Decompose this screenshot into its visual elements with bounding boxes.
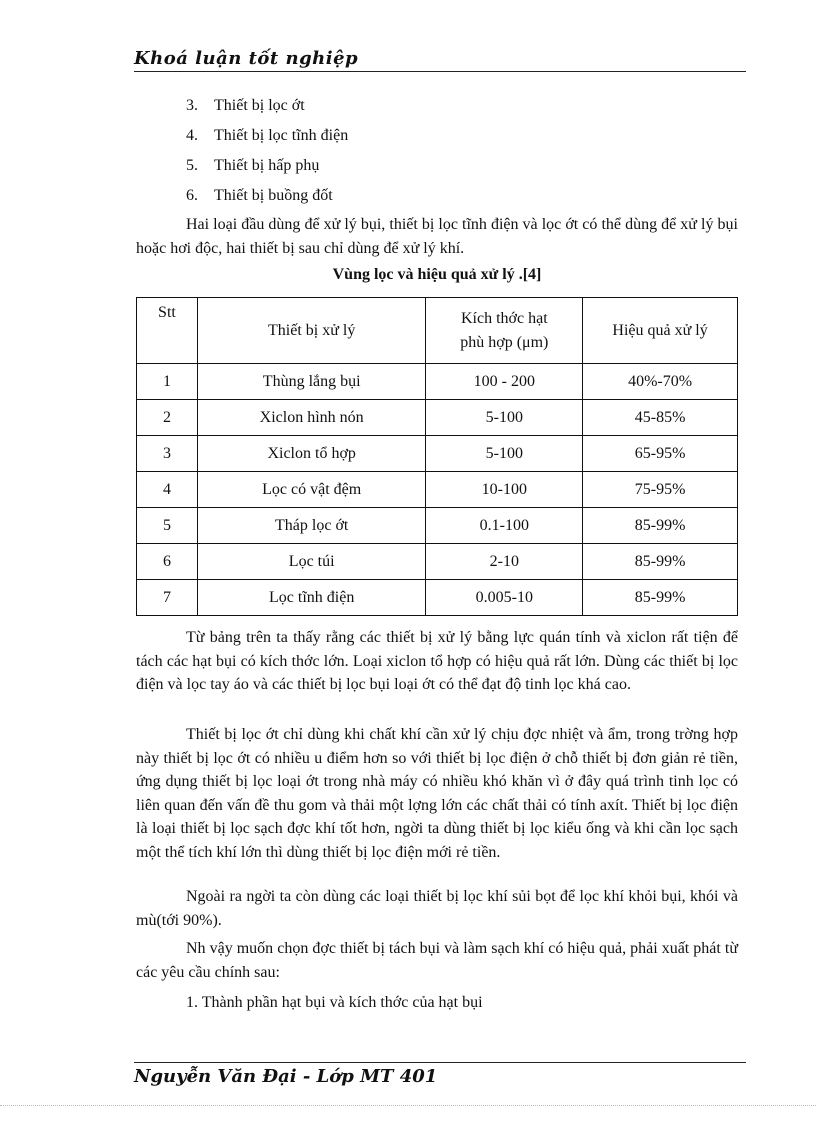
- page-footer-text: Nguyễn Văn Đại - Lớp MT 401: [134, 1066, 438, 1087]
- cell-efficiency: 40%-70%: [583, 364, 738, 400]
- cell-size: 0.005-10: [426, 580, 583, 616]
- footer-rule: [134, 1062, 746, 1063]
- cell-size: 5-100: [426, 436, 583, 472]
- table-row: [137, 472, 738, 508]
- efficiency-table: [136, 297, 738, 616]
- header-size: [426, 298, 583, 364]
- cell-size: 2-10: [426, 544, 583, 580]
- list-item: [186, 126, 348, 146]
- cell-size: 10-100: [426, 472, 583, 508]
- paragraph-selection: Nh vậy muốn chọn đợc thiết bị tách bụi và làm sạch khí có hiệu quả, phải xuất phát từ các yêu cầu chính sau:: [136, 940, 738, 981]
- list-item: [186, 156, 319, 176]
- cell-stt: 2: [137, 400, 198, 436]
- cell-size: 0.1-100: [426, 508, 583, 544]
- table-row: [137, 508, 738, 544]
- header-device: Thiết bị xử lý: [197, 298, 426, 364]
- cell-size: 100 - 200: [426, 364, 583, 400]
- cell-size: 5-100: [426, 400, 583, 436]
- cell-stt: 1: [137, 364, 198, 400]
- list-item: [186, 186, 333, 206]
- cell-device: Lọc túi: [197, 544, 426, 580]
- cell-efficiency: 85-99%: [583, 580, 738, 616]
- list-text: Thiết bị buồng đốt: [214, 187, 333, 204]
- list-text: Thiết bị lọc ớt: [214, 97, 305, 114]
- list-number: 4.: [186, 127, 198, 144]
- cell-efficiency: 65-95%: [583, 436, 738, 472]
- table-caption: Vùng lọc và hiệu quả xử lý .[4]: [332, 266, 542, 283]
- cell-stt: 7: [137, 580, 198, 616]
- header-stt: Stt: [137, 298, 198, 364]
- paragraph-wet-filter: Thiết bị lọc ớt chỉ dùng khi chất khí cần xử lý chịu đợc nhiệt và ẩm, trong trờng hợp này thiết bị lọc ớt có nhiều u điểm hơn so với thiết bị lọc điện ở chỗ thiết bị đơn giản rẻ tiền, ứng dụng thiết bị lọc loại ớt trong nhà máy có nhiều khó khăn vì ở đây quá trình tinh lọc có liên quan đến vấn đề thu gom và thải một lợng lớn các chất thải có tính axít. Thiết bị lọc điện là loại thiết bị lọc sạch đợc khí tốt hơn, ngời ta dùng thiết bị lọc kiểu ống và khi cần lọc sạch một thể tích khí lớn thì dùng thiết bị lọc điện mới rẻ tiền.: [136, 726, 738, 861]
- cell-device: Thùng lắng bụi: [197, 364, 426, 400]
- list-text: Thiết bị lọc tĩnh điện: [214, 127, 349, 144]
- paragraph-table-summary: Từ bảng trên ta thấy rằng các thiết bị xử lý bằng lực quán tính và xiclon rất tiện để tách các hạt bụi có kích thớc lớn. Loại xiclon tổ hợp có hiệu quả rất lớn. Dùng các thiết bị lọc điện và lọc tay áo và các thiết bị lọc bụi loại ớt có thể đạt độ tinh lọc khá cao.: [136, 629, 738, 693]
- paragraph-bubble-filter: Ngoài ra ngời ta còn dùng các loại thiết bị lọc khí sủi bọt để lọc khí khỏi bụi, khói và mù(tới 90%).: [136, 888, 738, 929]
- list-item: 1. Thành phần hạt bụi và kích thớc của hạt bụi: [186, 994, 483, 1011]
- cell-efficiency: 85-99%: [583, 544, 738, 580]
- list-number: 6.: [186, 187, 198, 204]
- header-efficiency: Hiệu quả xử lý: [583, 298, 738, 364]
- header-rule: [134, 71, 746, 72]
- table-row: [137, 400, 738, 436]
- cell-device: Lọc có vật đệm: [197, 472, 426, 508]
- page-edge-divider: [0, 1105, 816, 1106]
- table-row: [137, 544, 738, 580]
- cell-stt: 4: [137, 472, 198, 508]
- list-number: 3.: [186, 97, 198, 114]
- table-row: [137, 364, 738, 400]
- cell-efficiency: 45-85%: [583, 400, 738, 436]
- cell-efficiency: 85-99%: [583, 508, 738, 544]
- list-item: [186, 96, 305, 116]
- cell-device: Lọc tĩnh điện: [197, 580, 426, 616]
- list-text: Thiết bị hấp phụ: [214, 157, 320, 174]
- table-header-row: [137, 298, 738, 364]
- cell-stt: 3: [137, 436, 198, 472]
- header-size-line1: Kích thớc hạt: [460, 309, 548, 327]
- header-size-line2: phù hợp (μm): [460, 333, 549, 351]
- paragraph-intro: Hai loại đầu dùng để xử lý bụi, thiết bị lọc tĩnh điện và lọc ớt có thể dùng để xử lý bụi hoặc hơi độc, hai thiết bị sau chỉ dùng để xử lý khí.: [136, 216, 738, 257]
- page-header-title: Khoá luận tốt nghiệp: [134, 48, 359, 69]
- list-number: 5.: [186, 157, 198, 174]
- cell-stt: 6: [137, 544, 198, 580]
- table-row: [137, 580, 738, 616]
- cell-device: Tháp lọc ớt: [197, 508, 426, 544]
- cell-device: Xiclon hình nón: [197, 400, 426, 436]
- cell-stt: 5: [137, 508, 198, 544]
- cell-device: Xiclon tổ hợp: [197, 436, 426, 472]
- cell-efficiency: 75-95%: [583, 472, 738, 508]
- table-row: [137, 436, 738, 472]
